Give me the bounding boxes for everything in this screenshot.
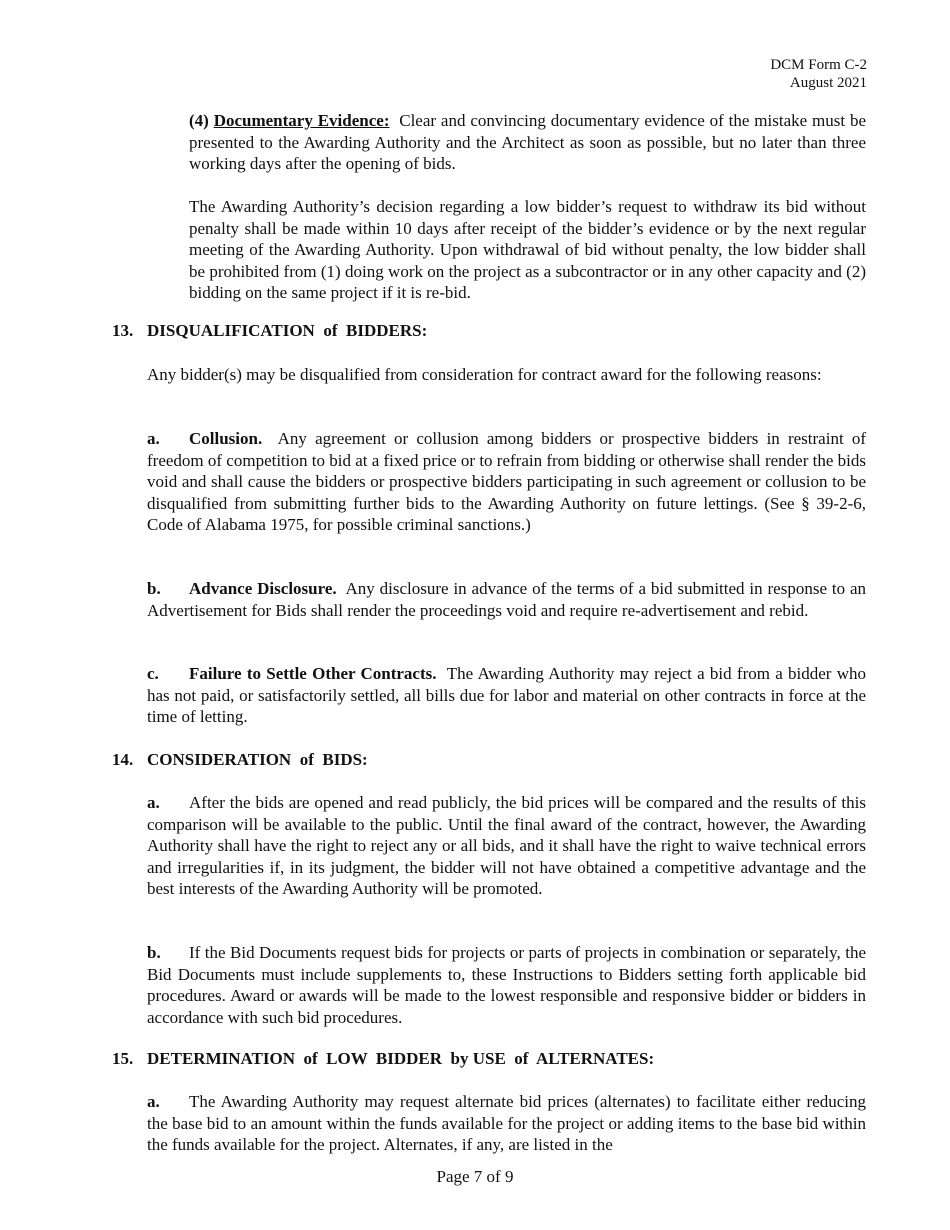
section-13-heading [112, 320, 427, 342]
item-text: The Awarding Authority may reject a bid from a bidder who has not paid, or satisfactorily settled, all bills due for labor and material on other contracts in force at the time of letting. [147, 664, 866, 726]
section-15-heading [112, 1048, 654, 1070]
section-14-heading [112, 749, 368, 771]
documentary-evidence-paragraph [189, 110, 866, 175]
item-letter: b. [147, 943, 161, 962]
section-title: DISQUALIFICATION of BIDDERS: [147, 321, 428, 340]
item-title: Collusion. [189, 429, 263, 448]
item-text: Clear and convincing documentary evidence of the mistake must be presented to the Awarding Authority and the Architect as soon as possible, but no later than three working days after the opening of bids. [189, 111, 867, 173]
section-14-item-a [147, 792, 866, 900]
item-text: Any agreement or collusion among bidders or prospective bidders in restraint of freedom of competition to bid at a fixed price or to refrain from bidding or otherwise shall render the bids void and shall cause the bidders or prospective bidders participating in such agreement or collusion to be disqualified from submitting further bids to the Awarding Authority on future lettings. (See § 39-2-6, Code of Alabama 1975, for possible criminal sanctions.) [147, 429, 866, 534]
section-number: 14. [112, 750, 134, 769]
section-title: DETERMINATION of LOW BIDDER by USE of ALTERNATES: [147, 1049, 655, 1068]
form-date: August 2021 [789, 75, 867, 91]
item-letter: a. [147, 793, 160, 812]
item-text: After the bids are opened and read publicly, the bid prices will be compared and the results of this comparison will be available to the public. Until the final award of the contract, however, the Awarding Authority shall have the right to reject any or all bids, and it shall have the right to waive technical errors and irregularities if, in its judgment, the bidder will not have obtained a competitive advantage and the best interests of the Awarding Authority will be promoted. [147, 793, 866, 898]
section-15-item-a [147, 1091, 866, 1156]
item-text: The Awarding Authority may request alternate bid prices (alternates) to facilitate either reducing the base bid to an amount within the funds available for the project or adding items to the base bid within the funds available for the project. Alternates, if any, are listed in the [147, 1092, 866, 1154]
item-letter: a. [147, 1092, 160, 1111]
page-number: Page 7 of 9 [436, 1167, 514, 1186]
item-letter: c. [147, 664, 159, 683]
section-number: 13. [112, 321, 134, 340]
item-number: (4) [189, 111, 209, 130]
item-text: Any disclosure in advance of the terms of a bid submitted in response to an Advertisement for Bids shall render the proceedings void and require re-advertisement and rebid. [147, 579, 867, 620]
section-13-intro: Any bidder(s) may be disqualified from consideration for contract award for the following reasons: [147, 365, 822, 384]
item-title: Documentary Evidence: [213, 111, 390, 130]
section-number: 15. [112, 1049, 134, 1068]
section-13-item-a [147, 428, 866, 536]
item-title: Failure to Settle Other Contracts. [189, 664, 437, 683]
item-text: If the Bid Documents request bids for projects or parts of projects in combination or separately, the Bid Documents must include supplements to, these Instructions to Bidders setting forth applicable bid procedures. Award or awards will be made to the lowest responsible and responsive bidder or bidders in accordance with such bid procedures. [147, 943, 866, 1027]
form-header [770, 56, 867, 92]
form-number: DCM Form C-2 [770, 57, 867, 73]
section-13-item-c [147, 663, 866, 728]
section-14-item-b [147, 942, 866, 1028]
item-letter: a. [147, 429, 160, 448]
item-title: Advance Disclosure. [189, 579, 337, 598]
section-13-item-b [147, 578, 866, 621]
item-letter: b. [147, 579, 161, 598]
section-title: CONSIDERATION of BIDS: [147, 750, 368, 769]
withdrawal-paragraph: The Awarding Authority’s decision regarding a low bidder’s request to withdraw its bid without penalty shall be made within 10 days after receipt of the bidder’s evidence or by the next regular meeting of the Awarding Authority. Upon withdrawal of bid without penalty, the low bidder shall be prohibited from (1) doing work on the project as a subcontractor or in any other capacity and (2) bidding on the same project if it is re-bid. [189, 197, 866, 302]
